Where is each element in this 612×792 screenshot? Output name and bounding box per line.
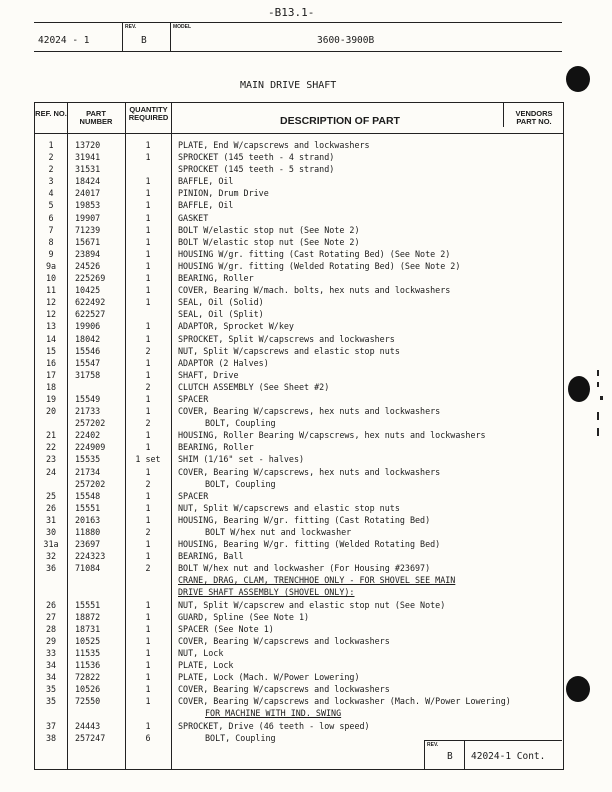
rev-cell	[122, 23, 171, 51]
ref-cell: 26	[45, 599, 57, 610]
ref-cell: 34	[45, 672, 57, 683]
model-label: MODEL	[173, 24, 192, 30]
table-row	[35, 320, 563, 332]
quantity-cell: 1	[145, 514, 151, 525]
ref-cell: 31	[45, 514, 57, 525]
table-row	[35, 333, 563, 345]
description-cell: BEARING, Roller	[178, 273, 254, 284]
part-number-cell: 19906	[75, 321, 101, 332]
table-row	[35, 345, 563, 357]
part-number-cell: 15546	[75, 345, 101, 356]
part-number-cell: 257202	[75, 478, 106, 489]
part-number-cell: 19853	[75, 200, 101, 211]
quantity-cell: 1	[145, 393, 151, 404]
quantity-cell: 1	[145, 273, 151, 284]
edge-mark	[597, 412, 599, 420]
part-number-cell: 24017	[75, 188, 101, 199]
table-row	[35, 429, 563, 441]
quantity-cell: 1	[145, 236, 151, 247]
quantity-cell: 1	[145, 200, 151, 211]
part-number-cell: 31758	[75, 369, 101, 380]
part-number-cell: 18731	[75, 623, 101, 634]
description-cell: NUT, Split W/capscrews and elastic stop nuts	[178, 345, 400, 356]
description-cell: BEARING, Roller	[178, 442, 254, 453]
ref-cell: 29	[45, 635, 57, 646]
part-number-cell: 24526	[75, 260, 101, 271]
ref-cell: 38	[45, 732, 57, 743]
description-cell: GUARD, Spline (See Note 1)	[178, 611, 310, 622]
part-number-cell: 257202	[75, 418, 106, 429]
table-row	[35, 175, 563, 187]
ref-cell: 37	[45, 720, 57, 731]
quantity-cell: 2	[145, 418, 151, 429]
quantity-cell: 1	[145, 357, 151, 368]
table-row	[35, 695, 563, 707]
col-header-qty: QUANTITY REQUIRED	[128, 105, 169, 122]
description-cell: HOUSING W/gr. fitting (Cast Rotating Bed) (See Note 2)	[178, 248, 451, 259]
ref-cell: 9a	[45, 260, 57, 271]
table-row	[35, 369, 563, 381]
ref-cell: 30	[45, 527, 57, 537]
section-title: MAIN DRIVE SHAFT	[240, 80, 337, 91]
part-number-cell: 15671	[75, 236, 101, 247]
description-cell: HOUSING, Bearing W/gr. fitting (Welded Rotating Bed)	[178, 539, 441, 550]
quantity-cell: 1	[145, 599, 151, 610]
col-header-ref: REF. NO.	[35, 109, 67, 118]
description-cell: SEAL, Oil (Split)	[178, 309, 264, 320]
description-cell: BEARING, Ball	[178, 551, 244, 562]
ref-cell: 2	[48, 152, 54, 163]
part-number-cell: 21734	[75, 466, 101, 477]
part-number-cell: 31531	[75, 164, 101, 175]
parts-table	[34, 102, 564, 770]
part-number-cell: 15551	[75, 599, 101, 610]
part-number-cell: 13720	[75, 140, 101, 150]
ref-cell: 22	[45, 442, 57, 453]
table-row	[35, 586, 563, 598]
table-row	[35, 526, 563, 538]
part-number-cell: 23697	[75, 539, 101, 550]
quantity-cell: 2	[145, 381, 151, 392]
table-row	[35, 478, 563, 490]
description-cell: SPROCKET, Split W/capscrews and lockwashers	[178, 333, 395, 344]
table-row	[35, 550, 563, 562]
table-row	[35, 296, 563, 308]
table-row	[35, 260, 563, 272]
description-cell: CRANE, DRAG, CLAM, TRENCHHOE ONLY - FOR SHOVEL SEE MAIN	[178, 575, 456, 586]
page-number: -B13.1-	[268, 6, 315, 19]
quantity-cell: 1	[145, 490, 151, 501]
description-cell: SHIM (1/16" set - halves)	[178, 454, 305, 465]
rev-label: REV.	[125, 24, 137, 30]
table-row	[35, 236, 563, 248]
part-number-cell: 71239	[75, 224, 101, 235]
table-row	[35, 284, 563, 296]
part-number-cell: 31941	[75, 152, 101, 163]
model-cell	[170, 23, 563, 51]
part-number-cell: 72822	[75, 672, 101, 683]
description-cell: COVER, Bearing W/capscrews, hex nuts and lockwashers	[178, 466, 441, 477]
part-number-cell: 15551	[75, 502, 101, 513]
quantity-cell: 1	[145, 297, 151, 308]
part-number-cell: 20163	[75, 514, 101, 525]
part-number-cell: 224909	[75, 442, 106, 453]
table-row	[35, 163, 563, 175]
quantity-cell: 1	[145, 539, 151, 550]
quantity-cell: 1	[145, 430, 151, 441]
ref-cell: 13	[45, 321, 57, 332]
col-header-description: DESCRIPTION OF PART	[280, 115, 400, 127]
part-number-cell: 10525	[75, 635, 101, 646]
part-number-cell: 11536	[75, 660, 101, 671]
quantity-cell: 1	[145, 260, 151, 271]
description-cell: PINION, Drum Drive	[178, 188, 269, 199]
description-cell: GASKET	[178, 212, 209, 223]
edge-mark	[597, 428, 599, 436]
description-cell: HOUSING W/gr. fitting (Welded Rotating Bed) (See Note 2)	[178, 260, 461, 271]
description-cell: BOLT W/elastic stop nut (See Note 2)	[178, 224, 360, 235]
description-cell: CLUTCH ASSEMBLY (See Sheet #2)	[178, 381, 330, 392]
table-row	[35, 490, 563, 502]
footer-rev-label: REV.	[427, 742, 439, 748]
description-cell: BOLT, Coupling	[205, 732, 276, 743]
description-cell: BAFFLE, Oil	[178, 176, 234, 187]
part-number-cell: 224323	[75, 551, 106, 562]
part-number-cell: 622527	[75, 309, 106, 320]
quantity-cell: 1	[145, 672, 151, 683]
description-cell: BOLT W/hex nut and lockwasher (For Housing #23697)	[178, 563, 431, 574]
table-row	[35, 683, 563, 695]
table-row	[35, 417, 563, 429]
ref-cell: 17	[45, 369, 57, 380]
part-number-cell: 22402	[75, 430, 101, 441]
description-cell: SPACER (See Note 1)	[178, 623, 274, 634]
table-row	[35, 611, 563, 623]
table-row	[35, 538, 563, 550]
part-number-cell: 15547	[75, 357, 101, 368]
ref-cell: 15	[45, 345, 57, 356]
edge-mark	[600, 396, 603, 400]
ref-cell: 5	[48, 200, 54, 211]
quantity-cell: 1	[145, 212, 151, 223]
ref-cell: 3	[48, 176, 54, 187]
ref-cell: 31a	[43, 539, 59, 550]
description-cell: COVER, Bearing W/mach. bolts, hex nuts and lockwashers	[178, 285, 451, 296]
table-row	[35, 405, 563, 417]
table-row	[35, 139, 563, 151]
col-header-part: PART NUMBER	[79, 109, 113, 126]
quantity-cell: 1	[145, 406, 151, 417]
footer-box	[424, 740, 562, 769]
description-cell: HOUSING, Roller Bearing W/capscrews, hex nuts and lockwashers	[178, 430, 486, 441]
doc-number: 42024 - 1	[38, 35, 90, 46]
ref-cell: 33	[45, 647, 57, 658]
description-cell: BOLT W/hex nut and lockwasher	[205, 527, 352, 537]
description-cell: SEAL, Oil (Solid)	[178, 297, 264, 308]
table-row	[35, 272, 563, 284]
table-row	[35, 623, 563, 635]
quantity-cell: 1	[145, 635, 151, 646]
ref-cell: 19	[45, 393, 57, 404]
quantity-cell: 2	[145, 527, 151, 537]
part-number-cell: 15548	[75, 490, 101, 501]
doc-number-cell	[34, 23, 122, 51]
description-cell: SPACER	[178, 490, 209, 501]
table-row	[35, 224, 563, 236]
edge-mark	[597, 370, 599, 376]
table-row	[35, 453, 563, 465]
ref-cell: 23	[45, 454, 57, 465]
description-cell: SHAFT, Drive	[178, 369, 239, 380]
part-number-cell: 622492	[75, 297, 106, 308]
ref-cell: 24	[45, 466, 57, 477]
description-cell: COVER, Bearing W/capscrews and lockwashers	[178, 635, 390, 646]
quantity-cell: 1	[145, 696, 151, 707]
ref-cell: 1	[48, 140, 54, 150]
document-header-box	[34, 22, 562, 52]
ref-cell: 12	[45, 309, 57, 320]
quantity-cell: 1	[145, 720, 151, 731]
description-cell: BOLT, Coupling	[205, 418, 276, 429]
quantity-cell: 1	[145, 333, 151, 344]
description-cell: FOR MACHINE WITH IND. SWING	[205, 708, 342, 719]
quantity-cell: 1 set	[135, 454, 161, 465]
description-cell: COVER, Bearing W/capscrews and lockwasher (Mach. W/Power Lowering)	[178, 696, 511, 707]
punch-hole-mark	[566, 676, 590, 702]
table-row	[35, 308, 563, 320]
description-cell: BOLT, Coupling	[205, 478, 276, 489]
ref-cell: 28	[45, 623, 57, 634]
part-number-cell: 19907	[75, 212, 101, 223]
table-row	[35, 357, 563, 369]
ref-cell: 6	[48, 212, 54, 223]
ref-cell: 14	[45, 333, 57, 344]
ref-cell: 26	[45, 502, 57, 513]
ref-cell: 4	[48, 188, 54, 199]
punch-hole-mark	[566, 66, 590, 92]
part-number-cell: 21733	[75, 406, 101, 417]
part-number-cell: 10526	[75, 684, 101, 695]
ref-cell: 18	[45, 381, 57, 392]
quantity-cell: 1	[145, 684, 151, 695]
quantity-cell: 1	[145, 660, 151, 671]
quantity-cell: 1	[145, 611, 151, 622]
description-cell: HOUSING, Bearing W/gr. fitting (Cast Rotating Bed)	[178, 514, 431, 525]
table-row	[35, 187, 563, 199]
table-row	[35, 562, 563, 574]
ref-cell: 25	[45, 490, 57, 501]
part-number-cell: 15549	[75, 393, 101, 404]
ref-cell: 8	[48, 236, 54, 247]
footer-continued-cell	[464, 741, 563, 769]
ref-cell: 34	[45, 660, 57, 671]
ref-cell: 20	[45, 406, 57, 417]
table-row	[35, 720, 563, 732]
table-row	[35, 441, 563, 453]
description-cell: COVER, Bearing W/capscrews, hex nuts and lockwashers	[178, 406, 441, 417]
ref-cell: 2	[48, 164, 54, 175]
part-number-cell: 18424	[75, 176, 101, 187]
description-cell: NUT, Lock	[178, 647, 224, 658]
table-row	[35, 635, 563, 647]
footer-rev-value: B	[447, 751, 453, 762]
part-number-cell: 225269	[75, 273, 106, 284]
ref-cell: 35	[45, 696, 57, 707]
quantity-cell: 1	[145, 623, 151, 634]
description-cell: ADAPTOR, Sprocket W/key	[178, 321, 294, 332]
quantity-cell: 1	[145, 152, 151, 163]
quantity-cell: 1	[145, 285, 151, 296]
table-row	[35, 599, 563, 611]
table-row	[35, 574, 563, 586]
ref-cell: 11	[45, 285, 57, 296]
quantity-cell: 6	[145, 732, 151, 743]
table-row	[35, 671, 563, 683]
part-number-cell: 24443	[75, 720, 101, 731]
part-number-cell: 11535	[75, 647, 101, 658]
description-cell: BOLT W/elastic stop nut (See Note 2)	[178, 236, 360, 247]
description-cell: PLATE, Lock	[178, 660, 234, 671]
description-cell: ADAPTOR (2 Halves)	[178, 357, 269, 368]
table-row	[35, 212, 563, 224]
footer-rev-cell	[424, 741, 465, 769]
description-cell: PLATE, Lock (Mach. W/Power Lowering)	[178, 672, 360, 683]
ref-cell: 32	[45, 551, 57, 562]
continued-label: 42024-1 Cont.	[471, 751, 546, 762]
quantity-cell: 2	[145, 478, 151, 489]
quantity-cell: 2	[145, 345, 151, 356]
part-number-cell: 72550	[75, 696, 101, 707]
punch-hole-mark	[568, 376, 590, 402]
description-cell: SPROCKET, Drive (46 teeth - low speed)	[178, 720, 370, 731]
description-cell: NUT, Split W/capscrews and elastic stop nuts	[178, 502, 400, 513]
edge-mark	[597, 382, 599, 387]
quantity-cell: 1	[145, 321, 151, 332]
part-number-cell: 18872	[75, 611, 101, 622]
part-number-cell: 18042	[75, 333, 101, 344]
part-number-cell: 10425	[75, 285, 101, 296]
quantity-cell: 1	[145, 224, 151, 235]
ref-cell: 27	[45, 611, 57, 622]
rev-value: B	[141, 35, 147, 46]
ref-cell: 12	[45, 297, 57, 308]
table-body	[35, 139, 563, 744]
table-row	[35, 199, 563, 211]
description-cell: BAFFLE, Oil	[178, 200, 234, 211]
description-cell: DRIVE SHAFT ASSEMBLY (SHOVEL ONLY):	[178, 587, 355, 598]
description-cell: SPROCKET (145 teeth - 5 strand)	[178, 164, 335, 175]
quantity-cell: 2	[145, 563, 151, 574]
ref-cell: 9	[48, 248, 54, 259]
table-row	[35, 707, 563, 719]
col-header-vendors: VENDORS PART NO.	[515, 109, 553, 126]
ref-cell: 16	[45, 357, 57, 368]
ref-cell: 7	[48, 224, 54, 235]
quantity-cell: 1	[145, 140, 151, 150]
part-number-cell: 15535	[75, 454, 101, 465]
quantity-cell: 1	[145, 248, 151, 259]
quantity-cell: 1	[145, 369, 151, 380]
ref-cell: 36	[45, 563, 57, 574]
table-header	[35, 103, 563, 134]
description-cell: SPACER	[178, 393, 209, 404]
part-number-cell: 257247	[75, 732, 106, 743]
quantity-cell: 1	[145, 551, 151, 562]
table-row	[35, 466, 563, 478]
table-row	[35, 514, 563, 526]
part-number-cell: 71084	[75, 563, 101, 574]
quantity-cell: 1	[145, 176, 151, 187]
table-row	[35, 393, 563, 405]
ref-cell: 35	[45, 684, 57, 695]
description-cell: COVER, Bearing W/capscrews and lockwashers	[178, 684, 390, 695]
model-value: 3600-3900B	[317, 35, 375, 46]
table-row	[35, 659, 563, 671]
description-cell: NUT, Split W/capscrew and elastic stop nut (See Note)	[178, 599, 446, 610]
part-number-cell: 11880	[75, 527, 101, 537]
table-row	[35, 151, 563, 163]
quantity-cell: 1	[145, 647, 151, 658]
ref-cell: 21	[45, 430, 57, 441]
table-row	[35, 381, 563, 393]
table-row	[35, 502, 563, 514]
quantity-cell: 1	[145, 188, 151, 199]
table-row	[35, 248, 563, 260]
quantity-cell: 1	[145, 442, 151, 453]
table-row	[35, 647, 563, 659]
description-cell: SPROCKET (145 teeth - 4 strand)	[178, 152, 335, 163]
quantity-cell: 1	[145, 466, 151, 477]
part-number-cell: 23894	[75, 248, 101, 259]
ref-cell: 10	[45, 273, 57, 284]
quantity-cell: 1	[145, 502, 151, 513]
description-cell: PLATE, End W/capscrews and lockwashers	[178, 140, 370, 150]
